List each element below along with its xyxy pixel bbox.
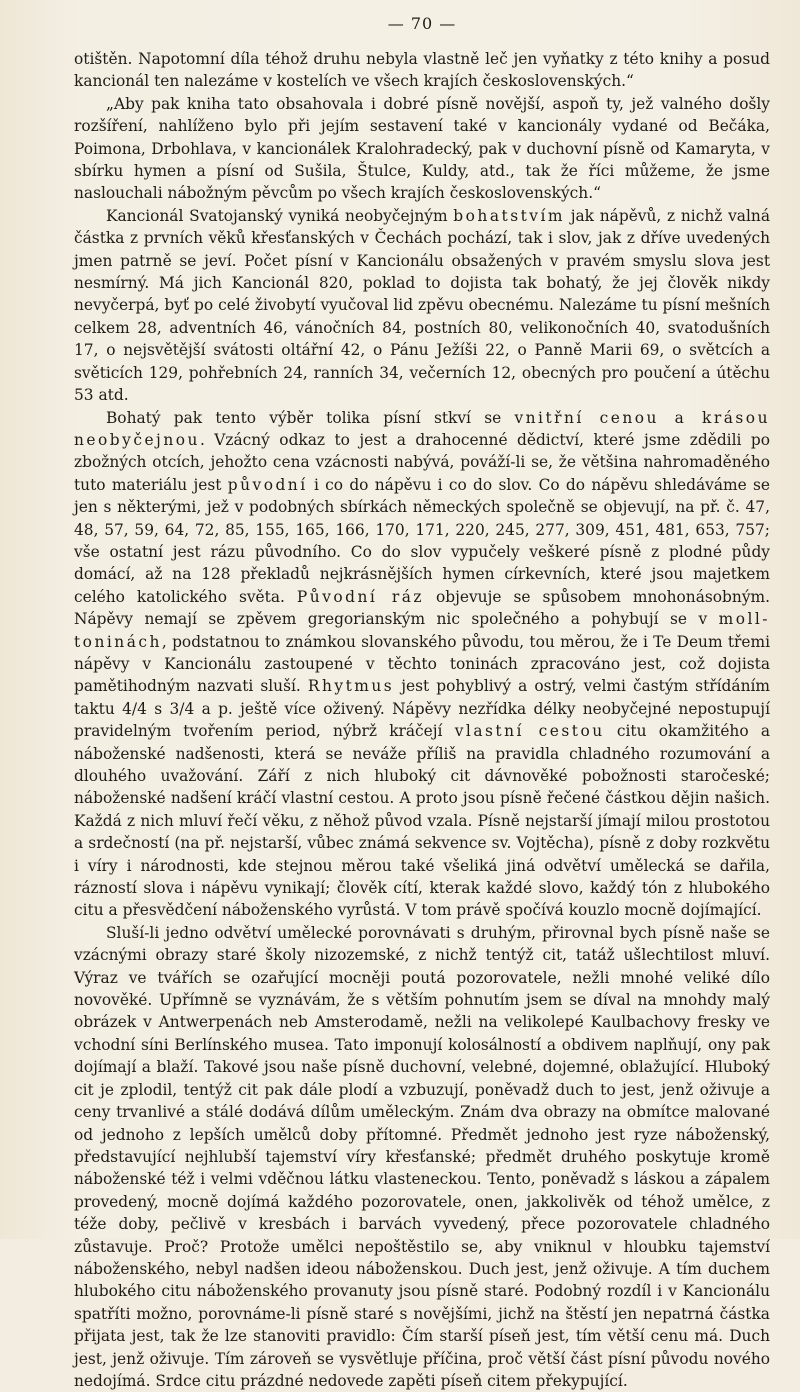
- paragraph-p1: [74, 48, 770, 93]
- text-segment: 4/4: [122, 699, 147, 718]
- text-segment: Sluší-li jedno odvětví umělecké porovnávati s druhým, přirovnal bych písně naše se vzácnými obrazy staré školy nizozemské, z nichž tentýž cit, tatáž ušlechtilost mluví. Výraz ve tvářích se ozařující mocněji poutá pozorovatele, nežli mnohé veliké dílo novověké. Upřímně se vyznávám, že s větším pohnutím jsem se díval na mnohdy malý obrázek v Antwerpenách neb Amsterodamě, nežli na velikolepé Kaulbachovy fresky ve vchodní síni Berlínského musea. Tato imponují kolosálností a obdivem naplňují, ony pak dojímají a blaží. Takové jsou naše písně duchovní, velebné, dojemné, oblažující. Hluboký cit je zplodil, tentýž cit pak dále plodí a vzbuzují, poněvadž duch to jest, jenž oživuje a ceny trvanlivé a stálé dodává dílům uměleckým. Znám dva obrazy na obmítce malované od jednoho z lepších umělců doby přítomné. Předmět jednoho jest ryze náboženský, představující nejhlubší tajemství víry křesťanské; předmět druhého poskytuje kromě náboženské též i velmi vděčnou látku vlasteneckou. Tento, poněvadž s láskou a zápalem provedený, mocně dojímá každého pozorovatele, onen, jakkolivěk od téhož umělce, z téže doby, pečlivě v kresbách i barvách vyvedený, přece pozorovatele chladného zůstavuje. Proč? Protože umělci nepoštěstilo se, aby vniknul v hloubku tajemství náboženského, nebyl nadšen ideou náboženskou. Duch jest, jenž oživuje. A tím duchem hlubokého citu náboženského provanuty jsou písně staré. Podobný rozdíl i v Kancionálu spatříti možno, porovnáme-li písně staré s novějšími, jichž na štěstí jen nepatrná částka přijata jest, tak že lze stanoviti pravidlo: Čím starší píseň jest, tím větší cenu má. Duch jest, jenž oživuje. Tím zároveň se vysvětluje příčina, proč větší část písní původu nového nedojímá. Srdce citu prázdné nedovede zapěti píseň citem překypující.: [74, 923, 770, 1390]
- text-segment: jak nápěvů, z nichž valná částka z prvních věků křesťanských v Čechách pochází, tak i slov, jak z dříve uvedených jmen patrně se jeví. Počet písní v Kancionálu obsažených v pravém smyslu slova jest nesmírný. Má jich Kancionál 820, poklad to dojista tak bohatý, že jej člověk nikdy nevyčerpá, byť po celé živobytí vyučoval lid zpěvu obecnému. Nalezáme tu písní mešních celkem 28, adventních 46, vánočních 84, postních 80, velikonočních 40, svatodušních 17, o nejsvětější svátosti oltářní 42, o Pánu Ježíši 22, o Panně Marii 69, o světcích a světicích 129, pohřebních 24, ranních 34, večerních 12, obecných pro poučení a útěchu 53 atd.: [74, 206, 770, 405]
- body-text: [74, 48, 770, 1392]
- paragraph-p2: [74, 93, 770, 205]
- text-segment: 3/4: [169, 699, 195, 718]
- emphasized-text: moll-toninách: [74, 610, 770, 651]
- paragraph-p5: [74, 922, 770, 1392]
- text-segment: Bohatý pak tento výběr tolika písní stkví se: [106, 408, 515, 427]
- text-segment: „Aby pak kniha tato obsahovala i dobré písně novější, aspoň ty, jež valného došly rozšíření, nahlíženo bylo při jejím sestavení také v kancionály vydané od Bečáka, Poimona, Drbohlava, v kancionálek Kralohradecký, pak v duchovní písně od Kamaryta, v sbírku hymen a písní od Sušila, Štulce, Kuldy, atd., tak že říci můžeme, že jsme naslouchali nábožným pěvcům po všech krajích československých.“: [74, 94, 770, 203]
- emphasized-text: vnitřní cenou a krásou neobyčejnou: [74, 408, 770, 449]
- emphasized-text: Původní ráz: [296, 587, 424, 606]
- text-segment: i co do nápěvu i co do slov. Co do nápěvu shledáváme se jen s některými, jež v podobných sbírkách německých společně se objevují, na př. č. 47, 48, 57, 59, 64, 72, 85, 155, 165, 166, 170, 171, 220, 245, 277, 309, 451, 481, 653, 757; vše ostatní jest rázu původního. Co do slov vypučely veškeré písně z plodné půdy domácí, až na 128 překladů nejkrásnějších hymen církevních, které jsou majetkem celého katolického světa.: [74, 475, 771, 606]
- emphasized-text: vlastní cestou: [454, 722, 605, 741]
- text-segment: . Vzácný odkaz to jest a drahocenné dědictví, které jsme zdědili po zbožných otcích, jehožto cena vzácnosti nabývá, pováží-li se, že většina nahromaděného tuto materiálu jest: [74, 430, 770, 494]
- text-segment: otištěn. Napotomní díla téhož druhu nebyla vlastně leč jen vyňatky z této knihy a posud kancionál ten nalezáme v kostelích ve všech krajích československých.“: [74, 50, 770, 91]
- text-segment: Kancionál Svatojanský vyniká neobyčejným: [106, 206, 454, 225]
- page-number: — 70 —: [387, 14, 457, 33]
- text-segment: citu okamžitého a náboženské nadšenosti, která se neváže příliš na pravidla chladného rozumování a dlouhého uvažování. Září z nich hluboký cit dávnověké pobožnosti staročeské; náboženské nadšení kráčí vlastní cestou. A proto jsou písně řečené částkou dějin našich. Každá z nich mluví řečí věku, z něhož původ vzala. Písně nejstarší jímají milou prostotou a srdečností (na př. nejstarší, vůbec známá sekvence sv. Vojtěcha), písně z doby rozkvětu i víry i národnosti, kde stejnou měrou také všeliká jiná odvětví umělecká se dařila, rázností slova i nápěvu vynikají; člověk cítí, kterak každé slovo, každý tón z hlubokého citu a přesvědčení náboženského vyrůstá. V tom právě spočívá kouzlo mocně dojímající.: [74, 722, 771, 920]
- emphasized-text: původní: [227, 475, 308, 494]
- text-segment: objevuje se spůsobem mnohonásobným. Nápěvy nemají se zpěvem gregorianským nic společného a pohybují se v: [74, 587, 770, 629]
- paragraph-p3: [74, 205, 770, 407]
- text-segment: s: [146, 699, 170, 718]
- emphasized-text: bohatstvím: [453, 206, 565, 225]
- text-segment: , podstatnou to známkou slovanského původu, tou měrou, že i Te Deum třemi nápěvy v Kancionálu zastoupené v těchto toninách zpracováno jest, což dojista pamětihodným nazvati sluší.: [74, 632, 770, 696]
- emphasized-text: Rhytmus: [307, 677, 395, 696]
- text-segment: a p. ještě více oživený. Nápěvy nezřídka délky neobyčejné nepostupují pravidelným tvořením period, nýbrž kráčejí: [74, 699, 771, 741]
- text-segment: jest pohyblivý a ostrý, velmi častým střídáním taktu: [74, 677, 771, 718]
- paragraph-p4: [74, 407, 770, 922]
